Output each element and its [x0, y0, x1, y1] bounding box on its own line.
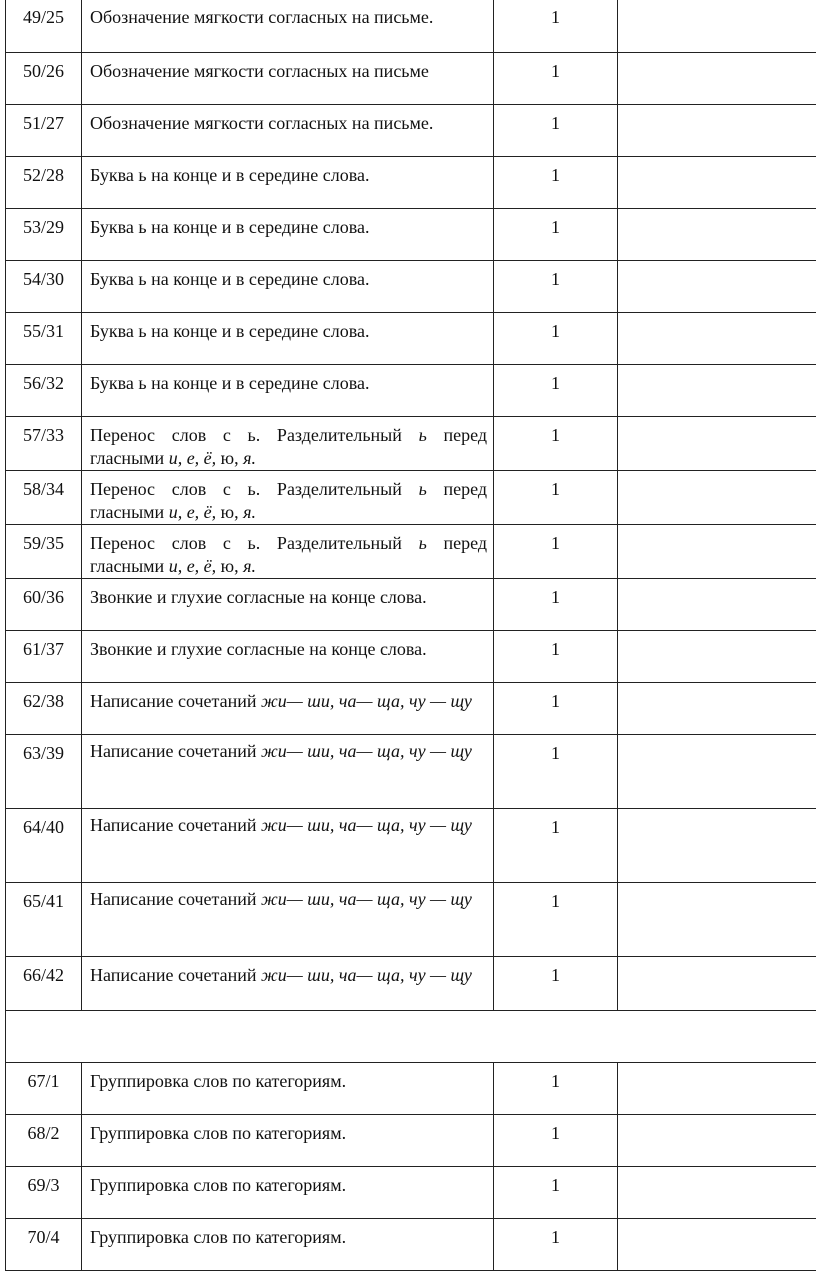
empty-cell — [618, 1063, 816, 1115]
empty-cell — [618, 417, 816, 471]
lesson-number: 58/34 — [6, 471, 82, 525]
lesson-hours: 1 — [494, 417, 618, 471]
lesson-number: 68/2 — [6, 1115, 82, 1167]
topic-part: Написание сочетаний — [90, 965, 262, 985]
lesson-number: 61/37 — [6, 631, 82, 683]
empty-cell — [618, 1115, 816, 1167]
table-row — [6, 1167, 816, 1219]
empty-cell — [618, 735, 816, 809]
lesson-hours: 1 — [494, 957, 618, 1011]
lesson-topic: Буква ь на конце и в середине слова. — [82, 365, 494, 417]
table-row — [6, 1063, 816, 1115]
empty-cell — [618, 883, 816, 957]
empty-cell — [618, 313, 816, 365]
table-row — [6, 809, 816, 883]
lesson-number: 50/26 — [6, 53, 82, 105]
empty-cell — [618, 209, 816, 261]
table-row — [6, 579, 816, 631]
lesson-hours: 1 — [494, 631, 618, 683]
empty-cell — [618, 525, 816, 579]
lesson-number: 55/31 — [6, 313, 82, 365]
empty-cell — [618, 579, 816, 631]
lesson-topic — [82, 735, 494, 809]
table-row — [6, 365, 816, 417]
lesson-number: 66/42 — [6, 957, 82, 1011]
lesson-number: 56/32 — [6, 365, 82, 417]
empty-cell — [618, 1219, 816, 1271]
lesson-topic: Буква ь на конце и в середине слова. — [82, 157, 494, 209]
empty-separator-cell — [6, 1011, 816, 1063]
table-row — [6, 957, 816, 1011]
topic-part-italic: и, е, ё, — [168, 448, 217, 468]
lesson-topic: Звонкие и глухие согласные на конце слова. — [82, 579, 494, 631]
lesson-topic — [82, 683, 494, 735]
lesson-number: 62/38 — [6, 683, 82, 735]
lesson-number: 54/30 — [6, 261, 82, 313]
topic-part-italic: ь — [418, 425, 427, 445]
lesson-number: 53/29 — [6, 209, 82, 261]
lesson-number: 52/28 — [6, 157, 82, 209]
table-row — [6, 525, 816, 579]
empty-cell — [618, 957, 816, 1011]
lesson-hours: 1 — [494, 1063, 618, 1115]
lesson-number: 59/35 — [6, 525, 82, 579]
lesson-topic — [82, 525, 494, 579]
lesson-number: 69/3 — [6, 1167, 82, 1219]
empty-cell — [618, 53, 816, 105]
lesson-hours: 1 — [494, 579, 618, 631]
lesson-topic: Группировка слов по категориям. — [82, 1219, 494, 1271]
lesson-topic — [82, 809, 494, 883]
lesson-hours: 1 — [494, 365, 618, 417]
lesson-hours: 1 — [494, 735, 618, 809]
lesson-plan-table — [5, 0, 816, 1271]
topic-part: Перенос слов с ь. Разделительный — [90, 479, 419, 499]
topic-part: перед гласными — [90, 533, 487, 576]
table-row — [6, 53, 816, 105]
empty-cell — [618, 157, 816, 209]
lesson-topic — [82, 883, 494, 957]
lesson-topic — [82, 471, 494, 525]
table-row — [6, 1115, 816, 1167]
lesson-hours: 1 — [494, 1115, 618, 1167]
topic-part: ю, — [216, 502, 244, 522]
lesson-hours: 1 — [494, 1219, 618, 1271]
lesson-hours: 1 — [494, 471, 618, 525]
empty-cell — [618, 105, 816, 157]
table-row — [6, 683, 816, 735]
topic-part-italic: ь — [418, 533, 427, 553]
lesson-topic: Звонкие и глухие согласные на конце слова. — [82, 631, 494, 683]
lesson-topic: Группировка слов по категориям. — [82, 1063, 494, 1115]
table-row — [6, 631, 816, 683]
lesson-topic: Группировка слов по категориям. — [82, 1167, 494, 1219]
table-row — [6, 1219, 816, 1271]
lesson-topic — [82, 957, 494, 1011]
empty-cell — [618, 809, 816, 883]
lesson-topic: Буква ь на конце и в середине слова. — [82, 313, 494, 365]
topic-part: Перенос слов с ь. Разделительный — [90, 425, 419, 445]
topic-part: Написание сочетаний — [90, 815, 262, 835]
empty-cell — [618, 261, 816, 313]
lesson-number: 51/27 — [6, 105, 82, 157]
topic-part-italic: жи— ши, ча— ща, чу — щу — [261, 815, 472, 835]
empty-cell — [618, 471, 816, 525]
lesson-topic: Обозначение мягкости согласных на письме. — [82, 0, 494, 53]
section-separator-row — [6, 1011, 816, 1063]
table-row — [6, 313, 816, 365]
topic-part: Написание сочетаний — [90, 741, 262, 761]
lesson-topic: Буква ь на конце и в середине слова. — [82, 261, 494, 313]
lesson-number: 70/4 — [6, 1219, 82, 1271]
lesson-hours: 1 — [494, 0, 618, 53]
lesson-hours: 1 — [494, 105, 618, 157]
lesson-number: 60/36 — [6, 579, 82, 631]
table-row — [6, 157, 816, 209]
topic-part: перед гласными — [90, 479, 487, 522]
topic-part-italic: и, е, ё, — [168, 502, 217, 522]
lesson-hours: 1 — [494, 809, 618, 883]
empty-cell — [618, 365, 816, 417]
lesson-hours: 1 — [494, 157, 618, 209]
lesson-topic: Группировка слов по категориям. — [82, 1115, 494, 1167]
lesson-hours: 1 — [494, 683, 618, 735]
topic-part: перед гласными — [90, 425, 487, 468]
table-row — [6, 471, 816, 525]
topic-part: Написание сочетаний — [90, 691, 262, 711]
topic-part-italic: я. — [243, 448, 256, 468]
lesson-topic: Обозначение мягкости согласных на письме. — [82, 105, 494, 157]
lesson-topic: Обозначение мягкости согласных на письме — [82, 53, 494, 105]
topic-part-italic: я. — [243, 556, 256, 576]
lesson-topic: Буква ь на конце и в середине слова. — [82, 209, 494, 261]
table-row — [6, 0, 816, 53]
empty-cell — [618, 0, 816, 53]
table-row — [6, 261, 816, 313]
topic-part-italic: и, е, ё, — [168, 556, 217, 576]
lesson-number: 64/40 — [6, 809, 82, 883]
table-row — [6, 735, 816, 809]
topic-part-italic: жи— ши, ча— ща, чу — щу — [261, 741, 472, 761]
topic-part: ю, — [216, 448, 244, 468]
table-row — [6, 883, 816, 957]
empty-cell — [618, 1167, 816, 1219]
lesson-hours: 1 — [494, 209, 618, 261]
topic-part-italic: я. — [243, 502, 256, 522]
empty-cell — [618, 631, 816, 683]
topic-part-italic: жи— ши, ча— ща, чу — щу — [261, 691, 472, 711]
table-row — [6, 105, 816, 157]
topic-part: Написание сочетаний — [90, 889, 262, 909]
table-row — [6, 209, 816, 261]
lesson-hours: 1 — [494, 525, 618, 579]
topic-part: Перенос слов с ь. Разделительный — [90, 533, 419, 553]
lesson-number: 49/25 — [6, 0, 82, 53]
lesson-number: 65/41 — [6, 883, 82, 957]
lesson-number: 57/33 — [6, 417, 82, 471]
lesson-hours: 1 — [494, 313, 618, 365]
lesson-hours: 1 — [494, 1167, 618, 1219]
lesson-hours: 1 — [494, 883, 618, 957]
lesson-topic — [82, 417, 494, 471]
topic-part-italic: жи— ши, ча— ща, чу — щу — [261, 889, 472, 909]
lesson-hours: 1 — [494, 53, 618, 105]
topic-part: ю, — [216, 556, 244, 576]
topic-part-italic: ь — [418, 479, 427, 499]
table-row — [6, 417, 816, 471]
topic-part-italic: жи— ши, ча— ща, чу — щу — [261, 965, 472, 985]
lesson-hours: 1 — [494, 261, 618, 313]
empty-cell — [618, 683, 816, 735]
lesson-number: 63/39 — [6, 735, 82, 809]
lesson-number: 67/1 — [6, 1063, 82, 1115]
